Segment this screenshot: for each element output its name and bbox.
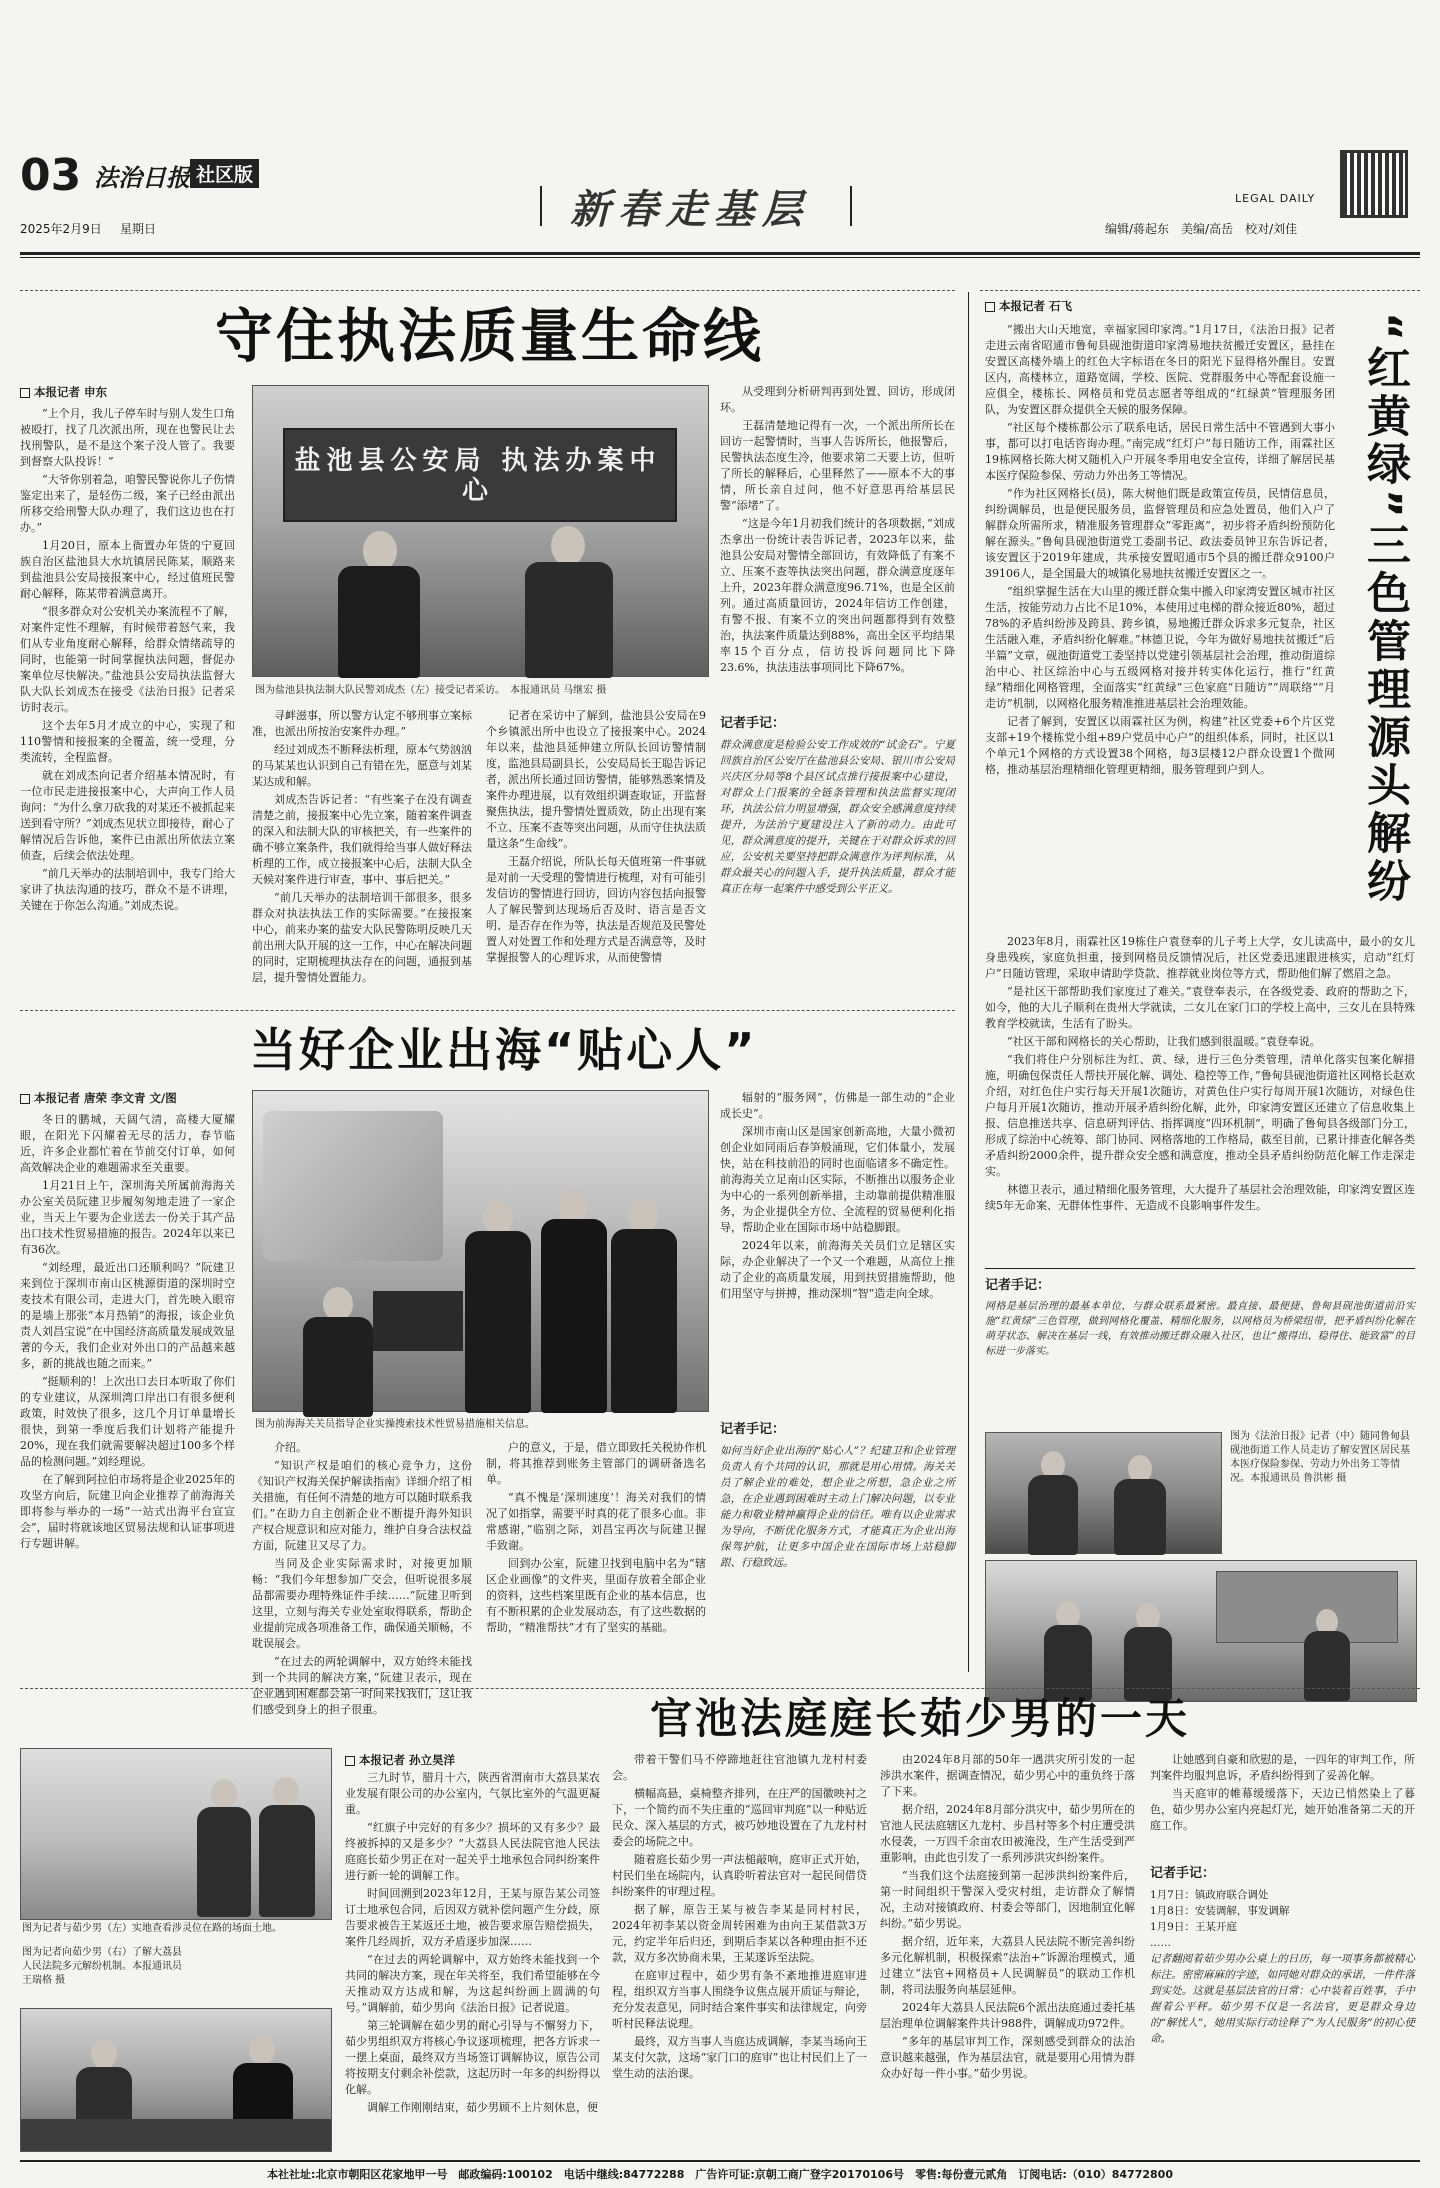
byline-square-icon: [345, 1756, 355, 1766]
article3-paragraph: 回到办公室，阮建卫找到电脑中名为“辖区企业画像”的文件夹，里面存放着全部企业的资料，这些档案里既有企业的基本信息，也有不断积累的企业发展动态，有了这些数据的帮助，“精准帮扶”才有了坚实的基础。: [486, 1557, 706, 1634]
article2-photo-wall-sign: [1216, 1571, 1398, 1643]
photo-person-officer: [465, 1231, 531, 1413]
edition-badge: 社区版: [190, 159, 259, 188]
article1-byline: [20, 384, 235, 400]
article3-note-title: 记者手记：: [720, 1422, 786, 1437]
article1-paragraph: 寻衅滋事，所以警方认定不够刑事立案标准，也派出所按治安案件办理。”: [252, 709, 472, 738]
article4-paragraph: 最终，双方当事人当庭达成调解，李某当场向王某支付欠款，这场“家门口的庭审”也让村民们上了一堂生动的法治课。: [612, 2035, 867, 2080]
masthead-divider-right: [850, 186, 852, 226]
article1-paragraph: 这个去年5月才成立的中心，实现了和110警情和接报案的全覆盖，统一受理，分类流转，全程监督。: [20, 719, 235, 764]
photo-person-reporter: [259, 1805, 315, 1917]
article2-paragraph: 2023年8月，雨霖社区19栋住户袁登奉的儿子考上大学，女儿读高中，最小的女儿身患残疾，家庭负担重，接到网格员反馈情况后，社区党委迅速跟进核实，启动“红灯户”日随访管理，采取申请助学贷款、推荐就业岗位等方式，帮助他们解了燃眉之急。: [985, 935, 1415, 980]
article3-paragraph: 介绍。: [274, 1441, 307, 1454]
article2-byline: [985, 298, 1072, 314]
article1-photo-caption: 图为盐池县执法制大队民警刘成杰（左）接受记者采访。 本报通讯员 马继宏 摄: [255, 685, 607, 696]
schedule-item: 1月7日：镇政府联合调处: [1150, 1889, 1269, 1901]
photo-person-officer: [338, 566, 420, 678]
photo-person-reporter: [1114, 1479, 1166, 1555]
article4-paragraph: 据介绍，近年来，大荔县人民法院不断完善纠纷多元化解机制，积极探索“法治+”诉源治理模式，通过建立“法官+网格员+人民调解员”的联动工作机制，将司法服务向基层延伸。: [880, 1935, 1135, 1996]
article4-note-body: 记者翻阅着茹少男办公桌上的日历，每一项事务都被精心标注。密密麻麻的字迹，如同她对群众的承诺，一件件落到实处。这就是基层法官的日常：心中装着百姓事，手中握着公平秤。茹少男不仅是一名法官，更是群众身边的“解忧人”，她用实际行动诠释了“为人民服务”的初心使命。: [1150, 1953, 1415, 2045]
article4-col2: [612, 1752, 867, 2155]
page-number: 03: [20, 150, 82, 201]
footer-rule: [20, 2160, 1420, 2162]
article3-paragraph: “刘经理，最近出口还顺利吗？”阮建卫来到位于深圳市南山区桃源街道的深圳时空麦技术有限公司，走进大门，首先映入眼帘的是墙上那张“本月热销”的海报，该企业负责人刘昌宝说“在中国经济高质量发展成效显著的今天，我们企业对外出口的产品越来越多，新的挑战也随之而来。”: [20, 1261, 235, 1370]
article3-paragraph: 当同及企业实际需求时，对接更加顺畅：“我们今年想参加广交会，但听说很多展品都需要办理特殊证件手续……”阮建卫听到这里，立刻与海关专业处室取得联系，帮助企业提前完成各项准备工作，确保通关顺畅，不耽误展会。: [252, 1557, 472, 1650]
article4-note-title: 记者手记：: [1150, 1866, 1216, 1881]
byline-square-icon: [20, 388, 30, 398]
article2-byline-text: 本报记者 石飞: [999, 299, 1073, 313]
masthead-divider-left: [540, 186, 542, 226]
article1-photo: [252, 385, 709, 677]
article2-paragraph: “社区干部和网格长的关心帮助，让我们感到很温暖。”袁登奉说。: [1007, 1035, 1321, 1048]
article4-byline: [345, 1752, 455, 1768]
article1-paragraph: 王磊清楚地记得有一次，一个派出所所长在回访一起警情时，当事人告诉所长，他报警后，民警执法态度生冷，他要求第二天要上访，但听了所长的解释后，心里释然了——原本不大的事情，所长亲自过问，他不好意思再给基层民警“添堵”了。: [720, 419, 955, 512]
article3-reporter-note: [720, 1418, 955, 1670]
photo-person-head: [211, 1779, 237, 1809]
article4-paragraph: 2024年大荔县人民法院6个派出法庭通过委托基层治理单位调解案件共计988件，调解成功972件。: [880, 2001, 1135, 2030]
article2-paragraph: “作为社区网格长(员)，陈大树他们既是政策宣传员，民情信息员，纠纷调解员，也是便民服务员，监督管理员和应急处置员，他们入户了解群众所需所求，精准服务管理群众“零距离”，初步将矛盾纠纷预防化解在源头。”鲁甸县砚池街道党工委副书记、政法委员钟卫东告诉记者，该安置区于2019年建成，共承接安置昭通市5个县的搬迁群众9100户39106人，是全国最大的城镇化易地扶贫搬迁安置区之一。: [985, 487, 1335, 580]
article1-byline-text: 本报记者 申东: [34, 385, 108, 399]
article3-col2: [252, 1440, 472, 1716]
article3-photo-mural: [263, 1111, 443, 1261]
photo-person-staff: [303, 1317, 373, 1417]
article2-col2: [985, 934, 1415, 1269]
paper-name: 法治日报: [94, 163, 190, 192]
column-separator: [968, 292, 969, 1672]
photo-person-head: [363, 531, 397, 571]
byline-square-icon: [20, 1094, 30, 1104]
article1-headline: 守住执法质量生命线: [215, 302, 765, 370]
article2-paragraph: “搬出大山天地宽，幸福家园印家湾。”1月17日，《法治日报》记者走进云南省昭通市鲁甸县砚池街道印家湾易地扶贫搬迁安置区，悬挂在安置区高楼外墙上的红色大字标语在冬日的阳光下显得格外醒目。安置区内，高楼林立，道路宽阔，学校、医院、党群服务中心等配套设施一应俱全，楼栋长、网格员和党员志愿者等组成的“红绿黄”管理服务团队，为安置区群众提供全天候的服务保障。: [985, 323, 1335, 416]
article3-byline: [20, 1090, 235, 1106]
column-title: 新春走基层: [570, 186, 810, 233]
article2-paragraph: “组织掌握生活在大山里的搬迁群众集中搬入印家湾安置区城市社区生活，按能劳动力占比不足10%，本使用过电梯的群众接近80%，超过78%的矛盾纠纷涉及跨县、跨乡镇，易地搬迁群众诉求多元复杂，社区生活融入难，矛盾纠纷化解难。”林德卫说，今年为做好易地扶贫搬迁“后半篇”文章，砚池街道党工委坚持以党建引领基层社会治理，推动街道综治中心、社区综治中心与五级网格对接并转实体化运行，推行“红黄绿”精细化网格管理，全面落实“红黄绿”三色家庭“日随访”“周联络”“月走访”机制，以网格化服务精准推进基层社会治理效能。: [985, 585, 1335, 710]
masthead-bottom-rule: [20, 252, 1420, 255]
article1-paragraph: 1月20日，原本上衙置办年货的宁夏回族自治区盐池县大水坑镇居民陈某，顺路来到盐池县公安局接报案中心，经过值班民警耐心解释，陈某带着满意离开。: [20, 539, 235, 600]
photo-person-head: [273, 1777, 299, 1807]
article3-col4: [720, 1090, 955, 1410]
article4-photo-desk: [21, 2119, 331, 2151]
article1-note-body: 群众满意度是检验公安工作成效的“试金石”。宁夏回族自治区公安厅在盐池县公安局、银川市公安局兴庆区分局等8个县区试点推行接报案中心建设，对群众上门报案的全链条管理和执法监督实现闭环，执法公信力明显增强，群众安全感满意度持续提升，为法治宁夏建设注入了新的动力。由此可见，群众满意度的提升，关键在于对群众诉求的回应，公安机关要坚持把群众满意作为评判标准，从群众最关心的问题入手，提升执法质量，群众才能真正在每一起案件中感受到公平正义。: [720, 739, 955, 895]
schedule-item: 1月9日：王某开庭: [1150, 1921, 1237, 1933]
photo-person-head: [558, 1189, 588, 1223]
article1-paragraph: 经过刘成杰不断释法析理，原本气势汹汹的马某某也认识到自己有错在先，愿意与刘某某达成和解。: [252, 743, 472, 788]
schedule-item: 1月8日：安装调解，事发调解: [1150, 1905, 1290, 1917]
article1-paragraph: “上个月，我儿子停车时与别人发生口角被殴打，找了几次派出所，现在也警民让去找刑警队，是不是这个案子没人管了。我要到督察大队投诉！”: [20, 407, 235, 468]
photo-person-officer: [541, 1219, 607, 1413]
byline-square-icon: [985, 302, 995, 312]
article1-col3: [486, 708, 706, 998]
article4-headline: 官池法庭庭长茹少男的一天: [650, 1694, 1191, 1743]
article3-headline: 当好企业出海“贴心人”: [250, 1023, 758, 1077]
article2-photo-caption: 图为《法治日报》记者（中）随同鲁甸县砚池街道工作人员走访了解安置区居民基本医疗保险参保、劳动力外出务工等情况。本报通讯员 鲁洪彬 摄: [1230, 1431, 1410, 1484]
photo-person-worker: [1304, 1631, 1350, 1701]
article3-byline-text: 本报记者 唐荣 李文青 文/图: [34, 1091, 177, 1105]
photo-person-head: [628, 1199, 658, 1233]
article2-note-body: 网格是基层治理的最基本单位，与群众联系最紧密。最直接、最便捷、鲁甸县砚池街道前沿实施“红黄绿”三色管理，做到网格化覆盖、精细化服务，以网格员为桥梁纽带，把矛盾纠纷化解在萌芽状态、解决在基层一线，有效推动搬迁群众融入社区，也让“搬得出、稳得住、能致富”的目标进一步落实。: [985, 1301, 1415, 1357]
article3-paragraph: 冬日的鹏城，天阔气清，高楼大厦耀眼，在阳光下闪耀着无尽的活力，春节临近，许多企业都忙着在节前交付订单，如何高效解决企业的难题需求至关重要。: [20, 1113, 235, 1174]
article4-paragraph: 在庭审过程中，茹少男有条不紊地推进庭审进程，组织双方当事人围绕争议焦点展开质证与辩论，充分发表意见，同时结合案件事实和法律规定，向旁听村民释法说理。: [612, 1969, 867, 2030]
article4-col1: [345, 1770, 600, 2155]
article1-paragraph: “大爷你别着急，咱警民警说你儿子伤情鉴定出来了，是轻伤二级，案子已经由派出所移交给刑警大队办理了，我们这边也在打办。”: [20, 473, 235, 534]
photo-person-judge: [197, 1807, 251, 1917]
article4-paragraph: “当我们这个法庭接到第一起涉洪纠纷案件后，第一时间组织干警深入受灾村组，走访群众了解情况，主动对接镇政府、村委会等部门，因地制宜化解纠纷。”茹少男说。: [880, 1869, 1135, 1930]
article4-paragraph: 当天庭审的帷幕缓缓落下，天边已悄然染上了暮色，茹少男办公室内亮起灯光，她开始准备第二天的开庭工作。: [1150, 1787, 1415, 1832]
article4-col3: [880, 1752, 1135, 2155]
photo-person-head: [323, 1287, 353, 1321]
article3-photo-caption: 图为前海海关关员指导企业实操搜索技术性贸易措施相关信息。: [255, 1419, 535, 1430]
article3-paragraph: “知识产权是咱们的核心竞争力，这份《知识产权海关保护解读指南》详细介绍了相关措施，有任何不清楚的地方可以随时联系我们。”在助力自主创新企业不断提升海外知识产权合规意识和应对能力，维护自身合法权益方面，阮建卫又尽了力。: [252, 1459, 472, 1552]
photo-person-resident: [1028, 1475, 1078, 1555]
qr-code: [1340, 150, 1408, 218]
article1-col4: [720, 384, 955, 704]
article3-col3: [486, 1440, 706, 1670]
masthead-bottom-rule-thin: [20, 257, 1420, 258]
article1-paragraph: 王磊介绍说，所队长每天值班第一件事就是对前一天受理的警情进行梳理，对有可能引发信访的警情进行回访，回访内容包括向报警人了解民警到达现场后否及时、语言是否文明、是否存在作为等，执法是否规范及民警处置人对处置工作和处理方式是否满意等，及时掌握报警人的心理诉求，从而使警情: [486, 855, 706, 964]
article1-paragraph: 从受理到分析研判再到处置、回访，形成闭环。: [720, 385, 955, 414]
article1-top-border: [20, 290, 955, 291]
issue-date: 2025年2月9日: [20, 222, 102, 236]
photo-person-head: [551, 526, 585, 566]
article2-photo-1: [985, 1432, 1222, 1554]
article3-paragraph: 1月21日上午，深圳海关所属前海海关办公室关员阮建卫步履匆匆地走进了一家企业，当天上午要为企业送去一份关于其产品出口技术性贸易措施的报告。2024年以来已有36次。: [20, 1179, 235, 1256]
photo-person-head: [249, 2035, 275, 2065]
article1-reporter-note: [720, 712, 955, 998]
article4-paragraph: 随着庭长茹少男一声法槌敲响，庭审正式开始，村民们坐在场院内，认真聆听着法官对一起民间借贷纠纷案件的审理过程。: [612, 1853, 867, 1898]
article2-col1: [985, 322, 1335, 930]
article2-paragraph: “是社区干部帮助我们家度过了难关。”袁登奉表示，在各级党委、政府的帮助之下，如今，他的大儿子顺利在贵州大学就读，二女儿在家门口的学校上高中，三女儿在县特殊教育学校就读，生活有了盼头。: [985, 985, 1415, 1030]
article3-photo-monitor: [373, 1291, 463, 1351]
article4-paragraph: 据介绍，2024年8月部分洪灾中，茹少男所在的官池人民法庭辖区九龙村、步昌村等多个村庄遭受洪水侵袭，一万四千余亩农田被淹没，生产生活受到严重影响，由此也引发了一系列涉洪灾纠纷案件。: [880, 1803, 1135, 1864]
article4-col4: [1150, 1752, 1415, 1852]
article4-paragraph: 据了解，原告王某与被告李某是同村村民，2024年初李某以资金周转困难为由向王某借款3万元，约定半年后归还，到期后李某以各种理由拒不还款，双方多次协商未果，王某遂诉至法院。: [612, 1903, 867, 1964]
article2-note-rule: [985, 1268, 1415, 1269]
photo-person-reporter: [525, 562, 613, 678]
footer-text: 本社社址:北京市朝阳区花家地甲一号 邮政编码:100102 电话中继线:84772288 广告许可证:京朝工商广登字20170106号 零售:每份壹元贰角 订阅电话:（010）84772800: [267, 2168, 1173, 2181]
article3-col1: [20, 1090, 235, 1670]
article2-paragraph: “我们将住户分别标注为红、黄、绿，进行三色分类管理，清单化落实包案化解措施，明确包保责任人帮扶开展化解、调处、稳控等工作，”鲁甸县砚池街道社区网格长赵欢介绍，对红色住户实行每天开展1次随访，对黄色住户实行每周开展1次随访，对绿色住户每月开展1次随访，推动开展矛盾纠纷化解，此外，印家湾安置区还建立了信息收集上报、信息推送共享、信息研判评估、指挥调度“四环机制”，明确了鲁甸县各级部门分工，形成了综治中心统筹、部门协同、网格落地的工作格局，截至目前，已累计排查化解各类矛盾纠纷2000余件，提升群众安全感和满意度，推动全县矛盾纠纷防范化解工作走深走实。: [985, 1053, 1415, 1178]
article2-photo-2: [985, 1560, 1417, 1702]
article3-paragraph: “真不愧是‘深圳速度’！海关对我们的情况了如指掌，需要平时真的花了很多心血。非常感谢，”临别之际，刘昌宝再次与阮建卫握手致谢。: [486, 1491, 706, 1552]
article1-note-title: 记者手记：: [720, 716, 786, 731]
article3-note-body: 如何当好企业出海的“贴心人”？纪建卫和企业管理负责人有个共同的认识，那就是用心用情。海关关员了解企业的难处，想企业之所想，急企业之所急，在企业遇到困难时主动上门解决问题，以专业能力和敬业精神赢得企业的信任。唯有以企业需求为导向，不断优化服务方式，才能真正为企业出海保驾护航，让更多中国企业在国际市场上站稳脚跟、行稳致远。: [720, 1445, 955, 1569]
article4-paragraph: 横幅高悬，桌椅整齐排列，在庄严的国徽映衬之下，一个简约而不失庄重的“巡回审判庭”以一种贴近民众、深入基层的方式，被巧妙地设置在了九龙村村委会的场院之中。: [612, 1787, 867, 1848]
article4-paragraph: 由2024年8月部的50年一遇洪灾所引发的一起涉洪水案件，据调查情况，茹少男心中的重负终于落了下来。: [880, 1753, 1135, 1798]
article2-top-border: [980, 290, 1420, 291]
photo-person-head: [91, 2039, 117, 2069]
article3-paragraph: “在过去的两轮调解中，双方始终未能找到一个共同的解决方案，”阮建卫表示，现在企业遇到困难都会第一时间来找我们，这让我们感受到身上的担子很重。: [252, 1655, 472, 1716]
editors-line: 编辑/蒋起东 美编/高岳 校对/刘佳: [1105, 222, 1298, 236]
photo-person-officer: [611, 1229, 677, 1413]
masthead: [20, 150, 1420, 248]
article4-schedule: [1150, 1887, 1415, 1951]
article1-paragraph: 就在刘成杰向记者介绍基本情况时，有一位市民走进接报案中心，大声向工作人员询问：“为什么拿刀砍我的对某还不被抓起来送到看守所？”刘成杰见状立即接待，耐心了解情况后告诉他，案件已由派出所依法立案侦查，后续会依法处理。: [20, 769, 235, 862]
article3-paragraph: 2024年以来，前海海关关员们立足辖区实际，办企业解决了一个又一个难题，从高位上推动了企业的高质量发展，用到扶贸措施帮助，他们用坚守与拼搏，推动深圳“智”造走向全球。: [720, 1239, 955, 1300]
article2-headline: “红黄绿”三色管理源头解纷: [1359, 312, 1410, 906]
schedule-more: ……: [1150, 1937, 1171, 1949]
article4-top-border: [20, 1688, 1420, 1689]
article4-photo2-caption: 图为记者向茹少男（右）了解大荔县人民法院多元解纷机制。本报通讯员 王瑞格 摄: [22, 1947, 182, 1986]
issue-weekday: 星期日: [120, 222, 157, 236]
article4-paragraph: 第三轮调解在茹少男的耐心引导与不懈努力下，茹少男组织双方将核心争议逐项梳理，把各方诉求一一摆上桌面，最终双方当场签订调解协议，原告公司将按期支付剩余补偿款，这起历时一年多的纠纷得以化解。: [345, 2019, 600, 2096]
article3-paragraph: 辐射的“服务网”，仿佛是一部生动的“企业成长史”。: [720, 1091, 955, 1120]
article4-paragraph: “在过去的两轮调解中，双方始终未能找到一个共同的解决方案，现在年关将至，我们希望能够在今天推动双方达成和解，为这起纠纷画上圆满的句号。”调解前，茹少男向《法治日报》记者说道。: [345, 1953, 600, 2014]
article4-photo-2: [20, 2008, 332, 2152]
article4-paragraph: “红旗子中完好的有多少？损坏的又有多少？最终被拆掉的又是多少？”大荔县人民法院官池人民法庭庭长茹少男正在对一起关乎土地承包合同纠纷案件进行新一轮的调解工作。: [345, 1821, 600, 1882]
article4-paragraph: 时间回溯到2023年12月，王某与原告某公司签订土地承包合同，后因双方就补偿问题产生分歧，原告要求被告王某返还土地，被告要求原告赔偿损失，案件几经周折，双方矛盾逐步加深……: [345, 1887, 600, 1948]
article4-paragraph: 三九时节，腊月十六，陕西省渭南市大荔县某农业发展有限公司的办公室内，气氛比室外的气温更凝重。: [345, 1771, 600, 1816]
article4-photo1-caption: 图为记者与茹少男（左）实地查看涉灵位在路的场面土地。: [22, 1923, 282, 1934]
article2-reporter-note: [985, 1274, 1415, 1432]
article2-paragraph: 记者了解到，安置区以雨霖社区为例，构建“社区党委+6个片区党支部+19个楼栋党小组+89户党员中心户”的组织体系，同时，社区以1个单元1个网格的方式设置38个网格，每3层楼12户群众设置1个微网格，推动基层治理精细化管理更精细，服务管理到户到人。: [985, 715, 1335, 776]
article2-note-title: 记者手记：: [985, 1278, 1051, 1293]
article3-top-border: [20, 1010, 955, 1011]
article4-photo-1: [20, 1748, 332, 1920]
article1-paragraph: “前几天举办的法制培训中，我专门给大家讲了执法沟通的技巧，群众不是不讲理，关键在于你怎么沟通。”刘成杰说。: [20, 867, 235, 912]
article4-byline-text: 本报记者 孙立昊洋: [359, 1753, 456, 1767]
article3-paragraph: 深圳市南山区是国家创新高地，大量小微初创企业如同雨后春笋般涌现，它们体量小，发展快，站在科技前沿的同时也面临诸多不确定性。前海海关立足南山区实际，不断推出以服务企业为中心的一系列创新举措，主动靠前提供精准服务，为企业提供全方位、全流程的贸易便利化指导，帮助企业在国际市场中站稳脚跟。: [720, 1125, 955, 1234]
article3-paragraph: “挺顺利的！上次出口去日本听取了你们的专业建议，从深圳湾口岸出口有很多便利政策，时效快了很多，这几个月订单量增长很快，到第一季度后我们计划将产能提升20%，现在我们就需要解决超过100多个样品的检测问题。”刘经理说。: [20, 1375, 235, 1468]
article1-col2: [252, 708, 472, 998]
legal-daily-label: LEGAL DAILY: [1235, 192, 1316, 205]
article4-paragraph: 让她感到自豪和欣慰的是，一四年的审判工作，所判案件均服判息诉，矛盾纠纷得到了妥善化解。: [1150, 1753, 1415, 1782]
article3-paragraph: 在了解到阿拉伯市场将是企业2025年的攻坚方向后，阮建卫向企业推荐了前海海关即将参与举办的一场“一站式出海平台宣宣会”，届时将就该地区贸易法规和认证事项进行专题讲解。: [20, 1473, 235, 1550]
article1-paragraph: “这是今年1月初我们统计的各项数据，”刘成杰拿出一份统计表告诉记者，2023年以来，盐池县公安局对警情全部回访，有效降低了有案不立、压案不查等执法突出问题，群众满意度逐年上升，2023年群众满意度96.71%，也是全区前列。通过高质量回访，2024年信访工作创建，有警不报、有案不立的突出问题都得到有效整治，执法案件质量达到88%，高出全区平均结果率15个百分点，信访投诉问题同比下降23.6%，执法违法事项同比下降67%。: [720, 517, 955, 674]
article1-paragraph: “前几天举办的法制培训干部很多，很多群众对执法执法工作的实际需要。”在接报案中心，前来办案的盐安大队民警陈明反映几天前出刑大队开展的这一工作，中心在解决问题的同时，定期梳理执法存在的问题，通报到基层，提升警情处置能力。: [252, 891, 472, 984]
article4-reporter-note: [1150, 1862, 1415, 2155]
article2-paragraph: “社区每个楼栋都公示了联系电话，居民日常生活中不管遇到大事小事，都可以打电话咨询办理。”南完成“红灯户”每日随访工作，雨霖社区19栋网格长陈大树又随机入户开展冬季用电安全宣传，详细了解居民基本医疗保险参保、劳动力外出务工等情况。: [985, 421, 1335, 482]
article4-paragraph: 调解工作刚刚结束，茹少男顾不上片刻休息，便: [367, 2101, 598, 2114]
article3-paragraph: 户的意义，于是，借立即致托关税协作机制，将其推荐到账务主管部门的调研备选名单。: [486, 1441, 706, 1486]
photo-person-head: [483, 1201, 513, 1235]
article1-paragraph: 记者在采访中了解到，盐池县公安局在9个乡镇派出所中也设立了接报案中心。2024年以来，盐池县延伸建立所队长回访警情制度，监池县局副县长，公安局局长王聪告诉记者，派出所长通过回访警情，能够熟悉案情及案件办理进展，以有效组织调查取证，开监督聚焦执法，提升警情处置质效，防止出现有案不立、压案不查等突出问题，从而守住执法质量这条“生命线”。: [486, 709, 706, 850]
article1-photo-sign-text: 盐池县公安局 执法办案中心: [294, 446, 662, 506]
article4-paragraph: 带着干警们马不停蹄地赶往官池镇九龙村村委会。: [612, 1753, 867, 1782]
article1-paragraph: 刘成杰告诉记者：“有些案子在没有调查清楚之前，接报案中心先立案，随着案件调查的深入和法制大队的审核把关，有一些案件的确不够立案条件，我们就得给当事人做好释法析理的工作，成立接报案中心后，法制大队全天候对案件进行审查，事中、事后把关。”: [252, 793, 472, 886]
article1-paragraph: “很多群众对公安机关办案流程不了解，对案件定性不理解，有时候带着怒气来，我们从专业角度耐心解释，给群众情绪疏导的同时，也能第一时间掌握执法问题，督促办案单位尽快解决。”盐池县公安局执法监督大队大队长刘成杰在接受《法治日报》记者采访时表示。: [20, 605, 235, 714]
article3-photo: [252, 1090, 709, 1412]
article2-paragraph: 林德卫表示，通过精细化服务管理，大大提升了基层社会治理效能，印家湾安置区连续5年无命案、无群体性事件、无造成不良影响事件发生。: [985, 1183, 1415, 1212]
article4-paragraph: “多年的基层审判工作，深刻感受到群众的法治意识越来越强，作为基层法官，就是要用心用情为群众办好每一件小事。”茹少男说。: [880, 2035, 1135, 2080]
